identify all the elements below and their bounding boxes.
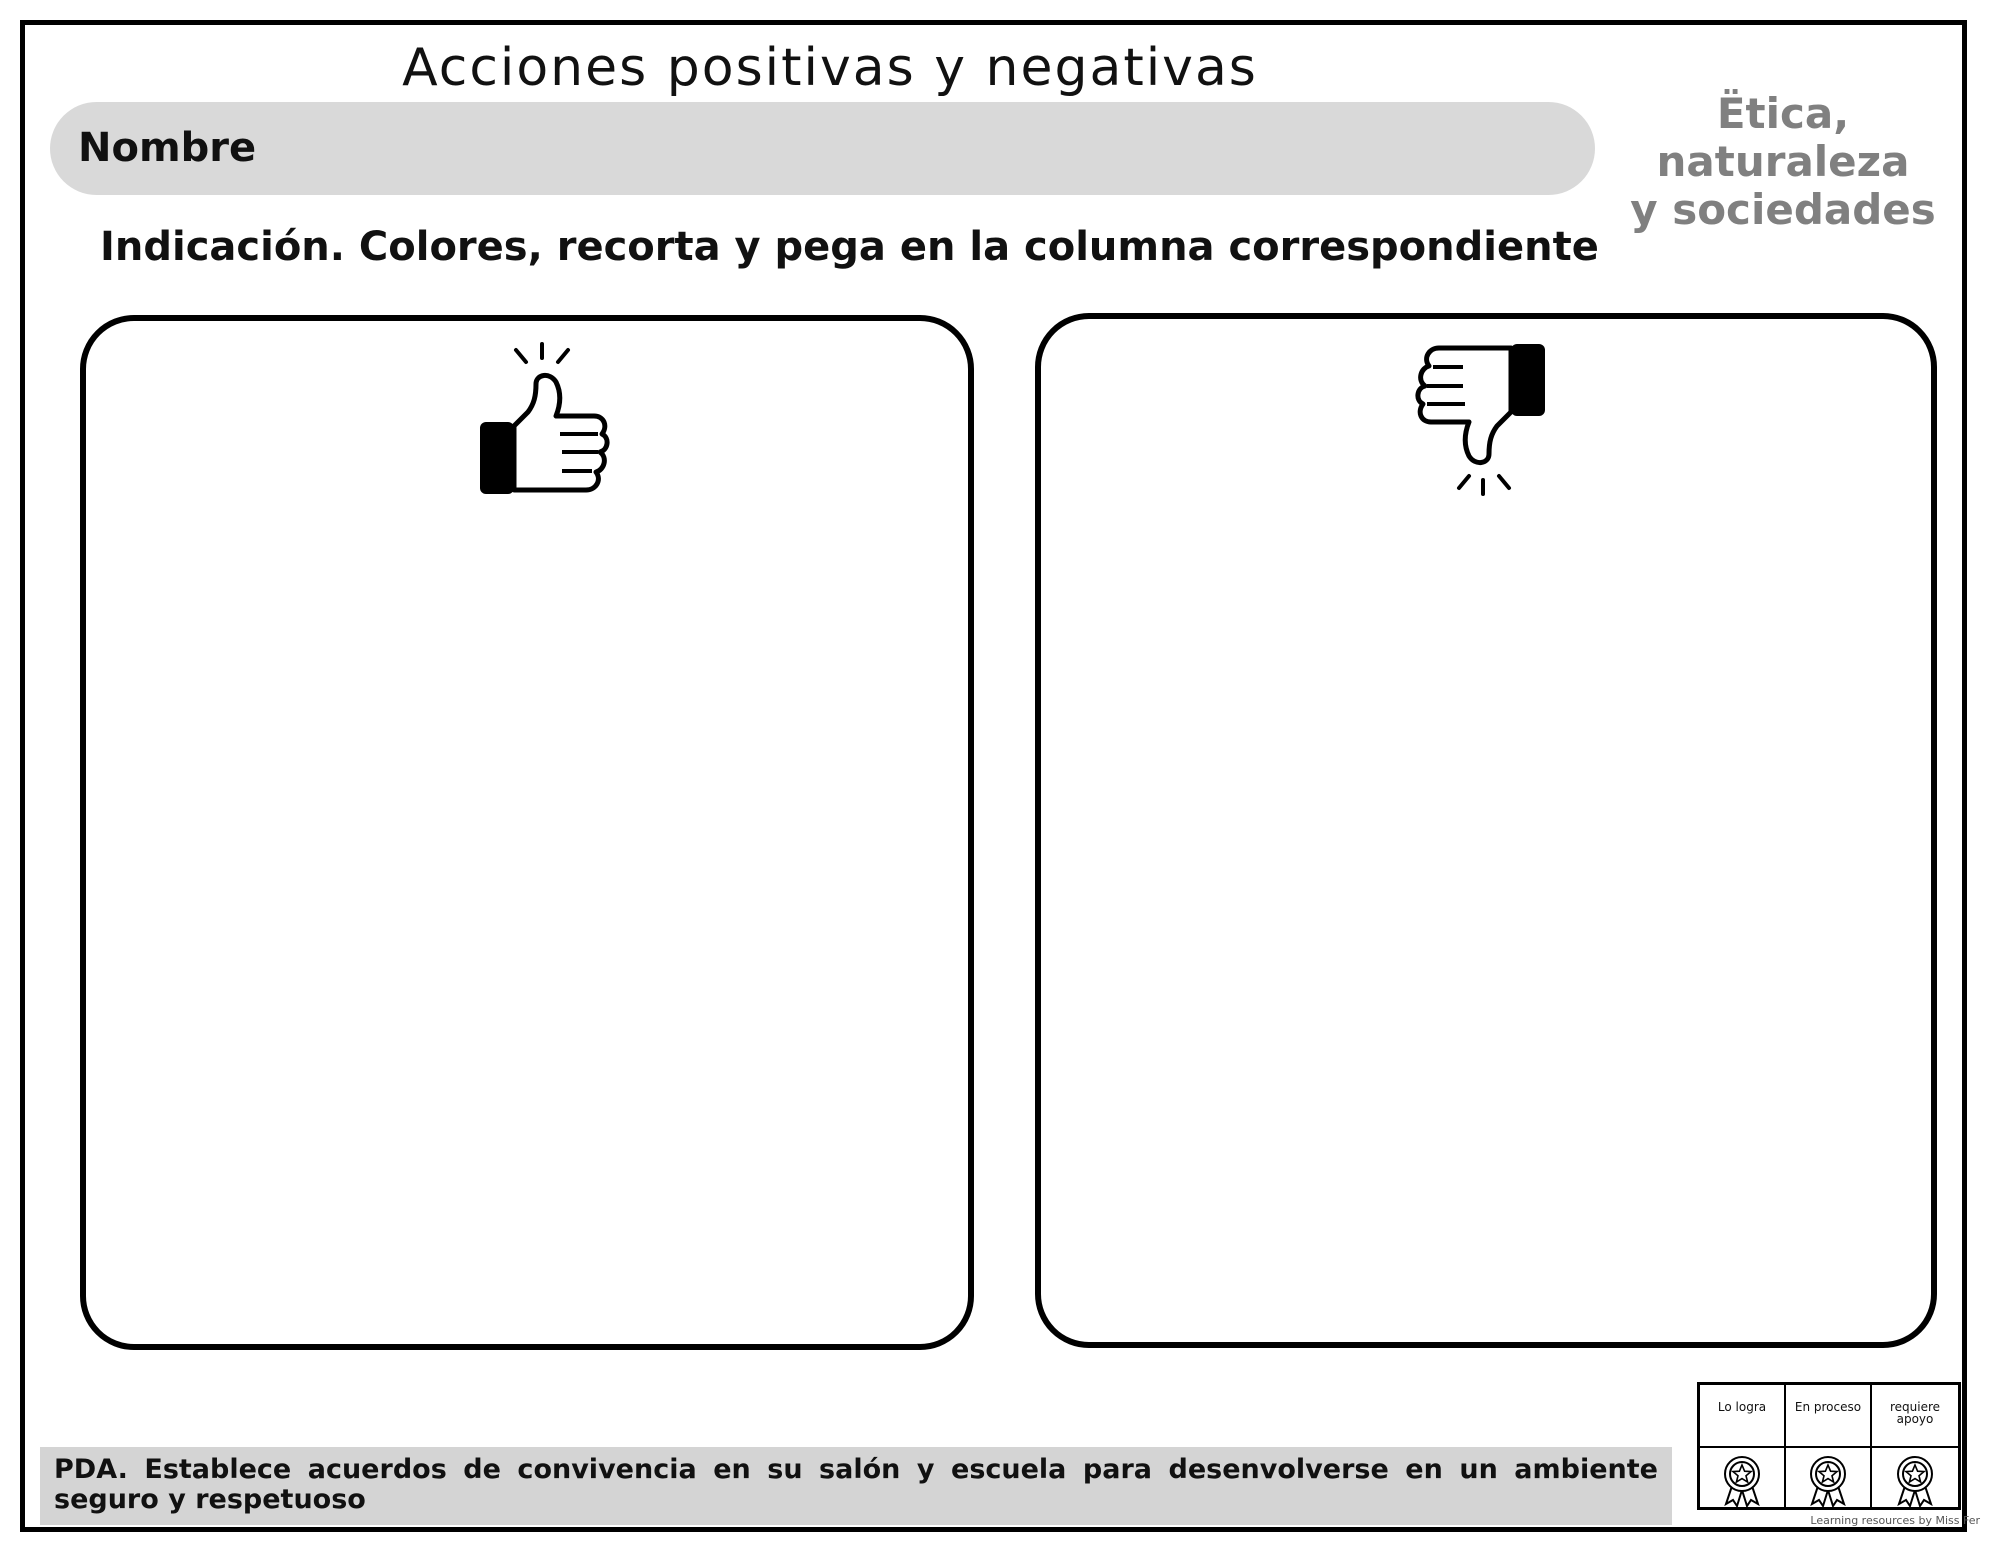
name-field[interactable]	[50, 102, 1595, 195]
thumbs-up-icon	[470, 340, 610, 500]
thumbs-down-icon	[1415, 338, 1555, 498]
instruction-text: Indicación. Colores, recorta y pega en la columna correspondiente	[100, 224, 1599, 270]
subject-label	[1598, 90, 1968, 234]
rubric-header-en-proceso: En proceso	[1786, 1385, 1872, 1448]
pda-statement: PDA. Establece acuerdos de convivencia en su salón y escuela para desenvolverse en un ambiente seguro y respetuoso	[40, 1447, 1672, 1525]
rubric-option-en-proceso[interactable]	[1786, 1448, 1872, 1510]
rubric-header-lo-logra: Lo logra	[1700, 1385, 1786, 1448]
rubric-option-requiere-apoyo[interactable]	[1872, 1448, 1958, 1510]
name-label: Nombre	[78, 125, 257, 171]
medal-star-icon	[1893, 1454, 1937, 1508]
medal-star-icon	[1720, 1454, 1764, 1508]
subject-line-1: Ëtica, naturaleza	[1656, 89, 1910, 186]
medal-star-icon	[1806, 1454, 1850, 1508]
rubric-header-requiere-apoyo: requiere apoyo	[1872, 1385, 1958, 1448]
assessment-rubric	[1697, 1382, 1961, 1510]
worksheet-title: Acciones positivas y negativas	[402, 38, 1258, 98]
credit-text: Learning resources by Miss Fer	[1810, 1514, 1980, 1527]
subject-line-2: y sociedades	[1630, 185, 1936, 234]
rubric-option-lo-logra[interactable]	[1700, 1448, 1786, 1510]
